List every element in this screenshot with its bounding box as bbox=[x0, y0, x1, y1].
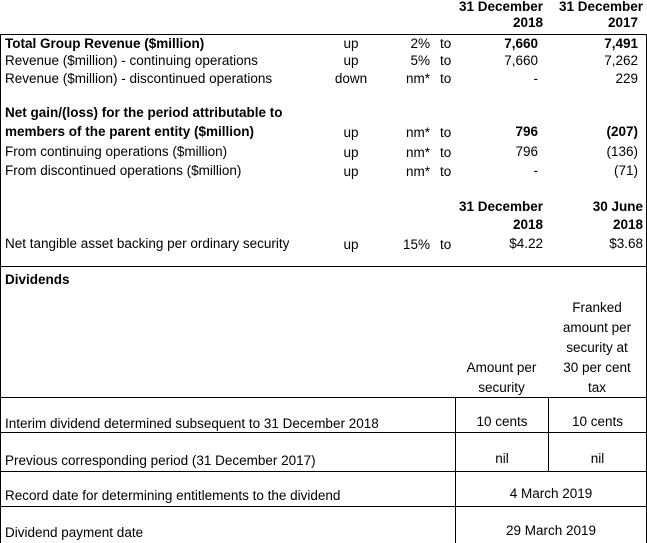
header-2018-line1: 31 December bbox=[458, 0, 543, 14]
net-gain-row-2017: (136) bbox=[606, 144, 638, 159]
net-gain-row-2018: - bbox=[533, 163, 538, 178]
revenue-row-percent: 5% bbox=[410, 53, 430, 68]
nta-header-b-line1: 30 June bbox=[592, 199, 643, 214]
record-date-value: 4 March 2019 bbox=[509, 486, 593, 501]
nta-value-a: $4.22 bbox=[509, 236, 543, 251]
franked-header-line: amount per bbox=[562, 320, 632, 335]
net-gain-row-label: From continuing operations ($million) bbox=[5, 144, 228, 159]
revenue-row-2018: - bbox=[533, 71, 538, 86]
revenue-row-to: to bbox=[440, 71, 452, 86]
nta-percent: 15% bbox=[402, 237, 430, 252]
record-date-label: Record date for determining entitlements to the dividend bbox=[5, 488, 341, 503]
amount-header-line: security bbox=[478, 380, 525, 395]
divider bbox=[0, 397, 647, 398]
divider bbox=[0, 506, 647, 507]
revenue-row-2017: 7,262 bbox=[604, 53, 638, 68]
nta-header-a-line1: 31 December bbox=[458, 199, 543, 214]
net-gain-percent: nm* bbox=[405, 125, 430, 140]
nta-value-b: $3.68 bbox=[609, 236, 643, 251]
nta-direction: up bbox=[343, 237, 359, 252]
revenue-row-percent: nm* bbox=[405, 71, 430, 86]
revenue-row-percent: 2% bbox=[410, 36, 430, 51]
net-gain-row-to: to bbox=[440, 145, 452, 160]
revenue-row-2018: 7,660 bbox=[504, 53, 538, 68]
net-gain-direction: up bbox=[343, 125, 359, 140]
nta-label: Net tangible asset backing per ordinary security bbox=[5, 236, 290, 251]
dividends-title: Dividends bbox=[5, 272, 70, 287]
left-border bbox=[0, 34, 1, 543]
net-gain-row-to: to bbox=[440, 164, 452, 179]
dividend-row-label: Interim dividend determined subsequent to 31 December 2018 bbox=[5, 416, 379, 431]
net-gain-row-direction: up bbox=[343, 145, 359, 160]
revenue-row-2018: 7,660 bbox=[504, 36, 538, 51]
amount-header-line: Amount per bbox=[466, 360, 537, 375]
franked-header-line: tax bbox=[587, 380, 606, 395]
dividend-row-franked: nil bbox=[590, 451, 605, 466]
net-gain-row-direction: up bbox=[343, 164, 359, 179]
divider bbox=[0, 432, 647, 433]
revenue-row-direction: up bbox=[343, 36, 359, 51]
revenue-row-to: to bbox=[440, 36, 452, 51]
nta-header-a-line2: 2018 bbox=[512, 217, 543, 232]
franked-header-line: Franked bbox=[572, 300, 622, 315]
divider bbox=[0, 471, 647, 472]
divider bbox=[0, 266, 647, 267]
dividend-row-amount: 10 cents bbox=[476, 414, 528, 429]
nta-to: to bbox=[440, 237, 452, 252]
net-gain-row-percent: nm* bbox=[405, 164, 430, 179]
franked-header-line: security at bbox=[566, 340, 628, 355]
net-gain-row-2017: (71) bbox=[613, 163, 638, 178]
net-gain-2017: (207) bbox=[606, 124, 638, 139]
revenue-row-label: Revenue ($million) - discontinued operations bbox=[5, 71, 273, 86]
net-gain-row-label: From discontinued operations ($million) bbox=[5, 163, 242, 178]
revenue-row-2017: 7,491 bbox=[604, 36, 638, 51]
net-gain-2018: 796 bbox=[515, 124, 538, 139]
revenue-row-to: to bbox=[440, 53, 452, 68]
net-gain-to: to bbox=[440, 125, 452, 140]
dividend-row-amount: nil bbox=[495, 451, 509, 466]
nta-header-b-line2: 2018 bbox=[612, 217, 643, 232]
dividend-row-franked: 10 cents bbox=[571, 414, 624, 429]
dividend-row-label: Previous corresponding period (31 December 2017) bbox=[5, 453, 316, 468]
header-2018-line2: 2018 bbox=[512, 15, 543, 30]
payment-date-label: Dividend payment date bbox=[5, 525, 144, 540]
revenue-row-direction: down bbox=[334, 71, 368, 86]
revenue-row-2017: 229 bbox=[615, 71, 638, 86]
net-gain-row-percent: nm* bbox=[405, 145, 430, 160]
header-2017-line2: 2017 bbox=[607, 15, 638, 30]
revenue-row-direction: up bbox=[343, 53, 359, 68]
payment-date-value: 29 March 2019 bbox=[505, 523, 597, 538]
net-gain-title: Net gain/(loss) for the period attributable to bbox=[5, 105, 283, 120]
franked-header-line: 30 per cent bbox=[563, 360, 631, 375]
net-gain-row-2018: 796 bbox=[515, 144, 538, 159]
net-gain-title: members of the parent entity ($million) bbox=[5, 124, 255, 139]
header-2017-line1: 31 December bbox=[558, 0, 643, 14]
revenue-row-label: Total Group Revenue ($million) bbox=[5, 36, 205, 51]
revenue-row-label: Revenue ($million) - continuing operations bbox=[5, 53, 258, 68]
divider bbox=[0, 34, 647, 35]
